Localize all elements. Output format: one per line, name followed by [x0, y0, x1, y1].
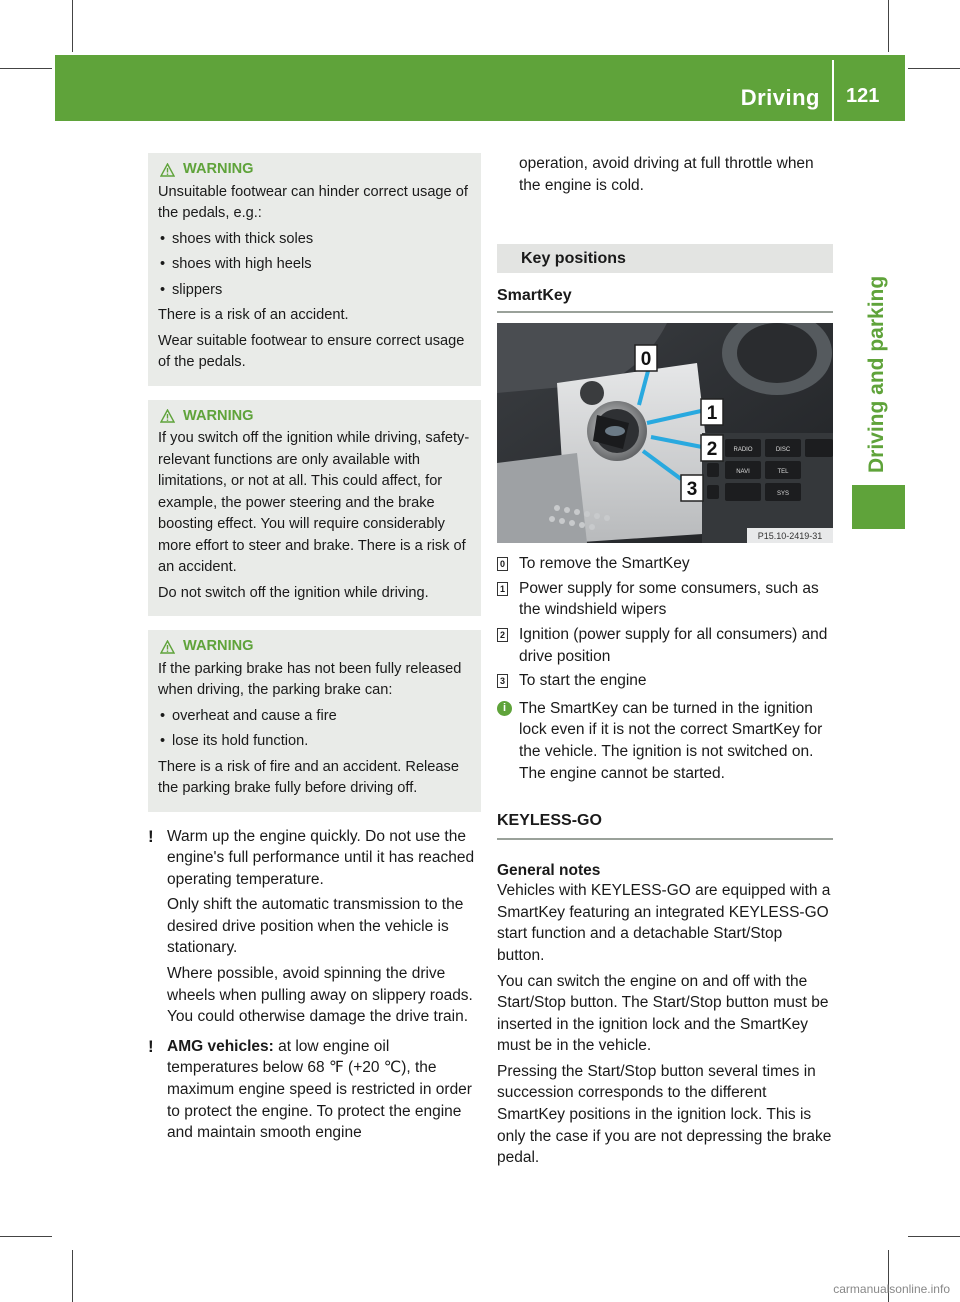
info-note: [497, 698, 833, 784]
left-column: [148, 153, 481, 1148]
warning-triangle-icon: [160, 409, 175, 423]
position-label-0: 0: [640, 349, 652, 371]
continued-text: [497, 153, 833, 196]
warning-text: Unsuitable footwear can hinder correct usage of the pedals, e.g.:: [158, 183, 468, 221]
warning-box-ignition: [148, 400, 481, 617]
note-bold-lead: AMG vehicles:: [167, 1037, 274, 1055]
warning-text: There is a risk of fire and an accident. Release the parking brake fully before driving off.: [158, 758, 459, 796]
position-label-1: 1: [706, 403, 718, 425]
button-disc: DISC: [775, 447, 791, 454]
warning-heading: [158, 406, 473, 428]
legend-number: 0: [497, 557, 508, 571]
general-notes-heading: General notes: [497, 862, 601, 880]
photo-code: P15.10-2419-31: [757, 531, 823, 542]
right-column: [497, 153, 833, 1173]
crop-mark: [72, 0, 73, 52]
info-text: The SmartKey can be turned in the ignition lock even if it is not the correct SmartKey for the vehicle. The ignition is not switched on. The engine cannot be started.: [519, 699, 823, 782]
paragraph: Pressing the Start/Stop button several times in succession corresponds to the different SmartKey positions in the ignition lock. This is only the case if you are not depressing the brake pedal.: [497, 1062, 832, 1167]
ignition-lock-illustration: [497, 323, 833, 543]
note-amg: [148, 1036, 481, 1144]
info-icon: i: [497, 701, 512, 716]
button-radio: RADIO: [733, 447, 753, 454]
exclamation-icon: !: [148, 826, 154, 846]
subheading-keyless-go: KEYLESS-GO: [497, 812, 833, 840]
exclamation-icon: !: [148, 1036, 154, 1056]
legend-item: [497, 670, 833, 692]
header-divider: [832, 60, 834, 121]
crop-mark: [72, 1250, 73, 1302]
list-item: • shoes with high heels: [158, 254, 473, 276]
warning-label: WARNING: [183, 161, 254, 177]
key-position-legend: [497, 553, 833, 692]
warning-list: [158, 229, 473, 302]
legend-number: 1: [497, 582, 508, 596]
legend-text: Power supply for some consumers, such as the windshield wipers: [519, 579, 819, 619]
warning-text: If you switch off the ignition while driving, safety-relevant functions are only available with limitations, or not at all. This could affect, for example, the power steering and the brake boosting effect. You will require considerably more effort to steer and brake. There is a risk of an accident.: [158, 430, 470, 575]
note-text: Warm up the engine quickly. Do not use the engine's full performance until it has reached operating temperature.: [167, 827, 475, 888]
legend-number: 3: [497, 674, 508, 688]
crop-mark: [908, 1236, 960, 1237]
warning-heading: [158, 159, 473, 181]
side-tab-marker: [852, 485, 905, 529]
ignition-lock-photo: [497, 323, 833, 543]
legend-text: Ignition (power supply for all consumers) and drive position: [519, 625, 828, 665]
warning-box-parking-brake: [148, 630, 481, 812]
section-heading: Key positions: [497, 244, 833, 273]
subheading-smartkey: SmartKey: [497, 287, 833, 313]
crop-mark: [0, 68, 52, 69]
page-number: 121: [846, 85, 880, 107]
button-tel: TEL: [777, 469, 789, 476]
note-text: at low engine oil temperatures below 68 ℉ (+20 ℃), the maximum engine speed is restricted in order to protect the engine. To protect the engine and maintain smooth engine: [167, 1037, 472, 1142]
warning-text: Do not switch off the ignition while driving.: [158, 584, 429, 601]
note-text: Where possible, avoid spinning the drive wheels when pulling away on slippery roads. You could otherwise damage the drive train.: [167, 965, 473, 1026]
note-warm-up: [148, 826, 481, 1028]
paragraph: operation, avoid driving at full throttle when the engine is cold.: [519, 155, 814, 194]
warning-label: WARNING: [183, 407, 254, 424]
crop-mark: [908, 68, 960, 69]
button-navi: NAVI: [736, 469, 750, 476]
warning-box-footwear: [148, 153, 481, 386]
list-item: • shoes with thick soles: [158, 229, 473, 251]
legend-item: [497, 578, 833, 621]
warning-triangle-icon: [160, 163, 175, 177]
footer-watermark: carmanualsonline.info: [833, 1282, 950, 1296]
warning-text: There is a risk of an accident.: [158, 307, 349, 323]
list-item: • overheat and cause a fire: [158, 706, 473, 728]
warning-list: [158, 706, 473, 753]
warning-label: WARNING: [183, 638, 254, 654]
legend-number: 2: [497, 628, 508, 642]
legend-text: To remove the SmartKey: [519, 555, 690, 573]
position-label-3: 3: [686, 479, 698, 501]
warning-text: Wear suitable footwear to ensure correct usage of the pedals.: [158, 332, 465, 370]
button-sys: SYS: [776, 491, 790, 498]
position-label-2: 2: [706, 439, 718, 461]
crop-mark: [888, 0, 889, 52]
crop-mark: [0, 1236, 52, 1237]
general-notes: [497, 880, 833, 1169]
list-item: • slippers: [158, 280, 473, 302]
warning-text: If the parking brake has not been fully released when driving, the parking brake can:: [158, 660, 462, 698]
list-item: • lose its hold function.: [158, 731, 473, 753]
warning-heading: [158, 636, 473, 658]
warning-triangle-icon: [160, 640, 175, 654]
page-title: Driving: [740, 85, 820, 110]
paragraph: You can switch the engine on and off with the Start/Stop button. The Start/Stop button must be inserted in the ignition lock and the SmartKey must be in the vehicle.: [497, 972, 829, 1055]
legend-text: To start the engine: [519, 672, 647, 690]
legend-item: [497, 553, 833, 575]
paragraph: Vehicles with KEYLESS-GO are equipped with a SmartKey featuring an integrated KEYLESS-GO start function and a detachable Start/Stop button.: [497, 882, 831, 964]
note-text: Only shift the automatic transmission to the desired drive position when the vehicle is stationary.: [167, 896, 464, 957]
legend-item: [497, 624, 833, 667]
side-tab-label: Driving and parking: [865, 275, 888, 473]
